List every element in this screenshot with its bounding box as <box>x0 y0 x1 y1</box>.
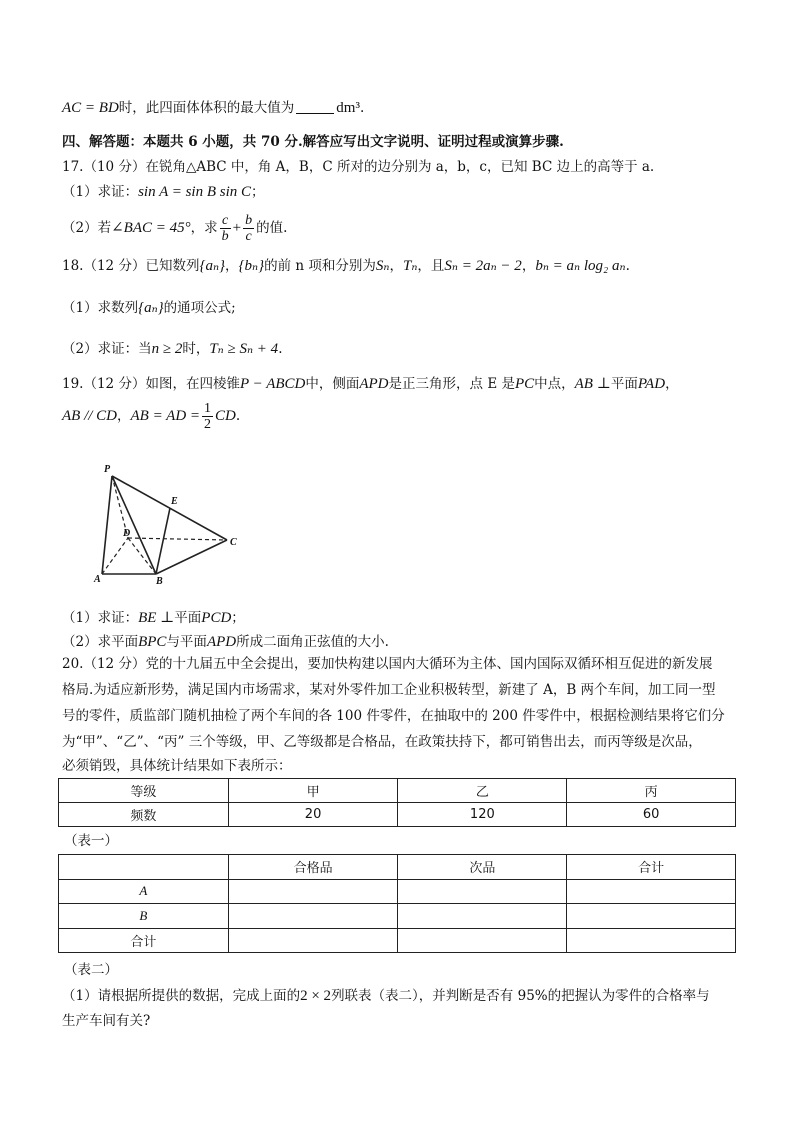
edge-DC <box>128 538 227 540</box>
edge-PA <box>102 476 112 574</box>
table-row: 合格品 次品 合计 <box>59 855 736 880</box>
q20-part1: （1）请根据所提供的数据，完成上面的2 × 2列联表（表二），并判断是否有 95%的把握认为零件的合格率与 <box>62 988 710 1004</box>
fraction-one-half: $\frac{1}{2}$ <box>204 401 212 432</box>
section-heading: 四、解答题：本题共 6 小题，共 70 分.解答应写出文字说明、证明过程或演算步骤. <box>62 134 564 150</box>
table-row: B <box>59 904 736 929</box>
q20-part1-line2: 生产车间有关? <box>62 1013 151 1029</box>
q18-part2: （2）求证：当n ≥ 2时，Tₙ ≥ Sₙ + 4. <box>62 341 283 357</box>
pyramid-figure <box>86 458 256 588</box>
table-row: A <box>59 879 736 904</box>
q19-part2: （2）求平面BPC与平面APD所成二面角正弦值的大小. <box>62 634 389 650</box>
fraction-b-over-c: $\frac{b}{c}$ <box>245 213 253 244</box>
label-C: C <box>230 537 237 548</box>
q18-stem: 18.（12 分）已知数列{aₙ}，{bₙ}的前 n 项和分别为Sₙ，Tₙ，且Sₙ = 2aₙ − 2，bₙ = aₙ log₂ aₙ. <box>62 258 630 274</box>
edge-BC <box>156 540 227 574</box>
label-E: E <box>171 496 178 507</box>
unit: dm³ <box>336 100 360 116</box>
q16-tail-line: AC = BD时，此四面体体积的最大值为 dm³. <box>62 100 365 116</box>
label-D: D <box>123 528 131 539</box>
table-one <box>58 778 736 827</box>
q17-stem: 17.（10 分）在锐角△ABC 中，角 A，B，C 所对的边分别为 a，b，c，已知 BC 边上的高等于 a. <box>62 159 655 175</box>
q20-line5: 必须销毁，具体统计结果如下表所示： <box>62 758 292 774</box>
q18-part1: （1）求数列{aₙ}的通项公式; <box>62 300 236 316</box>
table-two-caption: （表二） <box>64 962 118 978</box>
table-row: 合计 <box>59 928 736 953</box>
q20-line3: 号的零件，质监部门随机抽检了两个车间的各 100 件零件，在抽取中的 200 件零件中，根据检测结果将它们分 <box>62 708 725 724</box>
q17-part2: （2）若∠BAC = 45°，求 $\frac{c}{b}$ + $\frac{b}{c}$ 的值. <box>62 213 288 244</box>
q20-line4: 为“甲”、“乙”、“丙” 三个等级，甲、乙等级都是合格品，在政策扶持下，都可销售出去，而丙等级是次品， <box>62 734 702 750</box>
label-A: A <box>94 574 101 585</box>
table-two <box>58 854 736 953</box>
table-one-caption: （表一） <box>64 833 118 849</box>
edge-PB <box>112 476 156 574</box>
edge-BE <box>156 508 170 574</box>
q19-part1: （1）求证：BE ⊥平面PCD； <box>62 610 245 626</box>
q20-line1: 20.（12 分）党的十九届五中全会提出，要加快构建以国内大循环为主体、国内国际双循环相互促进的新发展 <box>62 656 713 672</box>
math-expr: AC = BD <box>62 100 119 116</box>
q19-conditions: AB // CD，AB = AD = $\frac{1}{2}$ CD. <box>62 401 241 432</box>
table-row: 频数 20 120 60 <box>59 803 736 827</box>
answer-blank <box>296 99 334 114</box>
table-row: 等级 甲 乙 丙 <box>59 779 736 803</box>
label-B: B <box>156 576 163 587</box>
q17-part1: （1）求证：sin A = sin B sin C； <box>62 184 265 200</box>
q20-line2: 格局.为适应新形势，满足国内市场需求，某对外零件加工企业积极转型，新建了 A，B 两个车间，加工同一型 <box>62 682 716 698</box>
q19-stem: 19.（12 分）如图，在四棱锥P − ABCD中，侧面APD是正三角形，点 E 是PC中点，AB ⊥平面PAD， <box>62 376 679 392</box>
fraction-c-over-b: $\frac{c}{b}$ <box>221 213 229 244</box>
label-P: P <box>104 464 111 475</box>
